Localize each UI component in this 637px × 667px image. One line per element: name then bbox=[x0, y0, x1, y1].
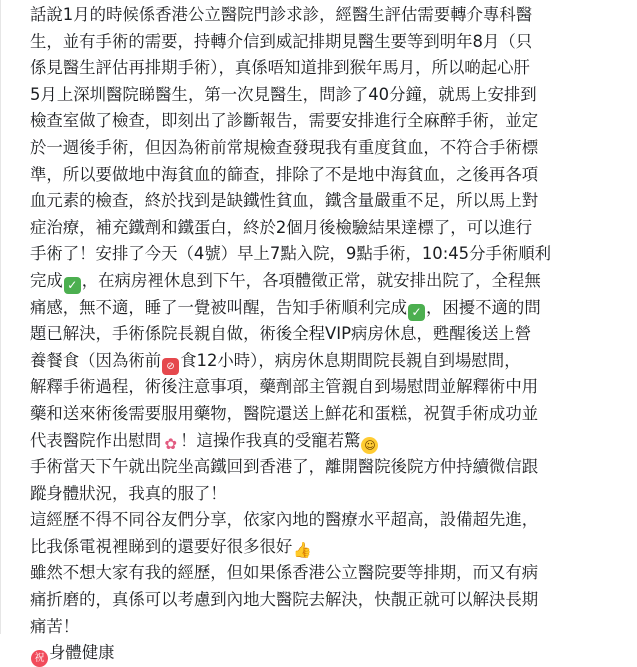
post-text: ！這操作我真的受寵若驚 bbox=[180, 430, 361, 450]
post-text: 檢查室做了檢查，即刻出了診斷報告，需要安排進行全麻醉手術，並定 bbox=[30, 111, 539, 131]
post-line bbox=[30, 215, 632, 242]
post-text: 完成 bbox=[30, 270, 63, 290]
post-text-body bbox=[30, 2, 632, 667]
post-text: 痛感，無不適，睡了一覺被叫醒，告知手術順利完成 bbox=[30, 297, 407, 317]
post-line bbox=[30, 401, 632, 428]
post-line bbox=[30, 108, 632, 135]
check-icon: ✓ bbox=[408, 304, 425, 321]
post-line bbox=[30, 2, 632, 29]
post-line bbox=[30, 82, 632, 109]
post-line bbox=[30, 188, 632, 215]
post-line bbox=[30, 428, 632, 455]
post-line bbox=[30, 348, 632, 375]
post-text: 蹤身體狀況，我真的服了！ bbox=[30, 483, 227, 503]
post-text: 於一週後手術，但因為術前常規檢查發現我有重度貧血，不符合手術標 bbox=[30, 137, 539, 157]
post-text: 手術了！安排了今天（4號）早上7點入院，9點手術，10:45分手術順利 bbox=[30, 244, 552, 264]
post-text: 症治療，補充鐵劑和鐵蛋白，終於2個月後檢驗結果達標了，可以進行 bbox=[30, 217, 533, 237]
post-line bbox=[30, 374, 632, 401]
post-text: 係見醫生評估再排期手術），真係唔知道排到猴年馬月，所以啲起心肝 bbox=[30, 58, 530, 78]
post-text: 血元素的檢查，終於找到是缺鐵性貧血，鐵含量嚴重不足，所以馬上對 bbox=[30, 191, 539, 211]
post-line bbox=[30, 55, 632, 82]
post-line bbox=[30, 507, 632, 534]
post-text: 痛苦！ bbox=[30, 616, 80, 636]
post-line bbox=[30, 162, 632, 189]
post-text: 身體健康 bbox=[49, 643, 115, 663]
post-line bbox=[30, 614, 632, 641]
post-text: 話說1月的時候係香港公立醫院門診求診，經醫生評估需要轉介專科醫 bbox=[30, 5, 533, 24]
post-line bbox=[30, 241, 632, 268]
post-text: 比我係電視裡睇到的還要好很多很好 bbox=[30, 536, 293, 556]
post-text: 解釋手術過程，術後注意事項，藥劑部主管親自到場慰問並解釋術中用 bbox=[30, 377, 539, 397]
post-text: ，在病房裡休息到下午，各項體徵正常，就安排出院了，全程無 bbox=[81, 270, 541, 290]
post-text: 痛折磨的，真係可以考慮到內地大醫院去解決，快靚正就可以解決長期 bbox=[30, 590, 539, 610]
post-line bbox=[30, 321, 632, 348]
grin-icon: ☺ bbox=[361, 437, 378, 454]
post-text: 代表醫院作出慰問 bbox=[30, 430, 162, 450]
thumbs-up-icon: 👍 bbox=[293, 540, 312, 559]
bouquet-icon: ✿ bbox=[164, 434, 177, 453]
post-line bbox=[30, 295, 632, 322]
post-line bbox=[30, 560, 632, 587]
post-text: 手術當天下午就出院坐高鐵回到香港了，離開醫院後院方仲持續微信跟 bbox=[30, 457, 539, 477]
post-line bbox=[30, 29, 632, 56]
congratulations-icon: 祝 bbox=[31, 650, 48, 667]
post-text: 食12小時），病房休息期間院長親自到場慰問， bbox=[180, 350, 521, 370]
post-text: 雖然不想大家有我的經歷，但如果係香港公立醫院要等排期，而又有病 bbox=[30, 563, 539, 583]
post-text: 準，所以要做地中海貧血的篩查，排除了不是地中海貧血，之後再各項 bbox=[30, 164, 539, 184]
check-icon: ✓ bbox=[64, 277, 81, 294]
post-line bbox=[30, 587, 632, 614]
post-text: 5月上深圳醫院睇醫生，第一次見醫生，問診了40分鐘，就馬上安排到 bbox=[30, 84, 537, 104]
post-text: ，困擾不適的問 bbox=[425, 297, 541, 317]
post-line bbox=[30, 534, 632, 561]
post-text: 藥和送來術後需要服用藥物，醫院還送上鮮花和蛋糕，祝賀手術成功並 bbox=[30, 403, 539, 423]
post-line bbox=[30, 481, 632, 508]
no-food-icon: ⊘ bbox=[162, 358, 179, 375]
post-text: 題已解決，手術係院長親自做，術後全程VIP病房休息，甦醒後送上營 bbox=[30, 324, 532, 344]
post-text: 生，並有手術的需要，持轉介信到威記排期見醫生要等到明年8月（只 bbox=[30, 31, 533, 51]
post-line bbox=[30, 454, 632, 481]
post-line bbox=[30, 640, 632, 667]
post-text: 養餐食（因為術前 bbox=[30, 350, 162, 370]
post-text: 這經歷不得不同谷友們分享，依家內地的醫療水平超高，設備超先進， bbox=[30, 510, 539, 530]
left-border bbox=[0, 0, 1, 634]
post-line bbox=[30, 268, 632, 295]
post-line bbox=[30, 135, 632, 162]
